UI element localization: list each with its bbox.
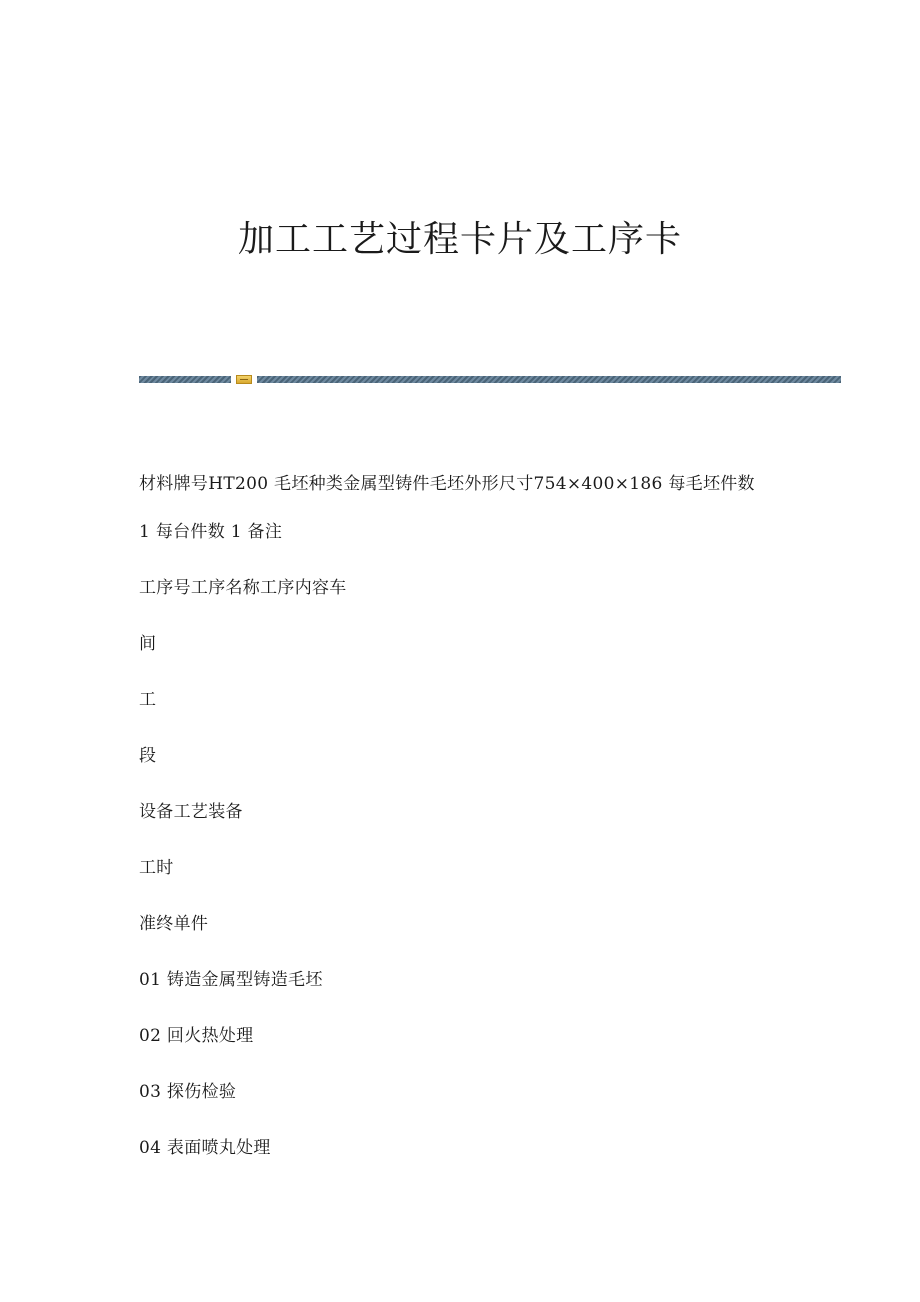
- column-header-line: 间: [139, 634, 157, 654]
- process-step-line: 04 表面喷丸处理: [139, 1138, 271, 1158]
- column-header-line: 设备工艺装备: [139, 802, 243, 822]
- divider-bar-right: [257, 376, 841, 383]
- column-header-line: 工: [139, 690, 157, 710]
- process-step-line: 01 铸造金属型铸造毛坯: [139, 970, 323, 990]
- title-divider: [139, 375, 841, 384]
- document-body: [139, 470, 819, 1190]
- process-step-line: 03 探伤检验: [139, 1082, 237, 1102]
- material-info-line: 材料牌号HT200 毛坯种类金属型铸件毛坯外形尺寸754×400×186 每毛坯件数: [139, 474, 755, 494]
- column-header-line: 工时: [139, 858, 174, 878]
- quantity-remarks-line: 1 每台件数 1 备注: [139, 522, 283, 542]
- divider-bar-left: [139, 376, 231, 383]
- column-header-line: 段: [139, 746, 157, 766]
- column-header-line: 准终单件: [139, 914, 209, 934]
- document-title: 加工工艺过程卡片及工序卡: [237, 219, 682, 260]
- column-header-line: 工序号工序名称工序内容车: [139, 578, 347, 598]
- divider-ornament-icon: [236, 375, 252, 384]
- process-step-line: 02 回火热处理: [139, 1026, 254, 1046]
